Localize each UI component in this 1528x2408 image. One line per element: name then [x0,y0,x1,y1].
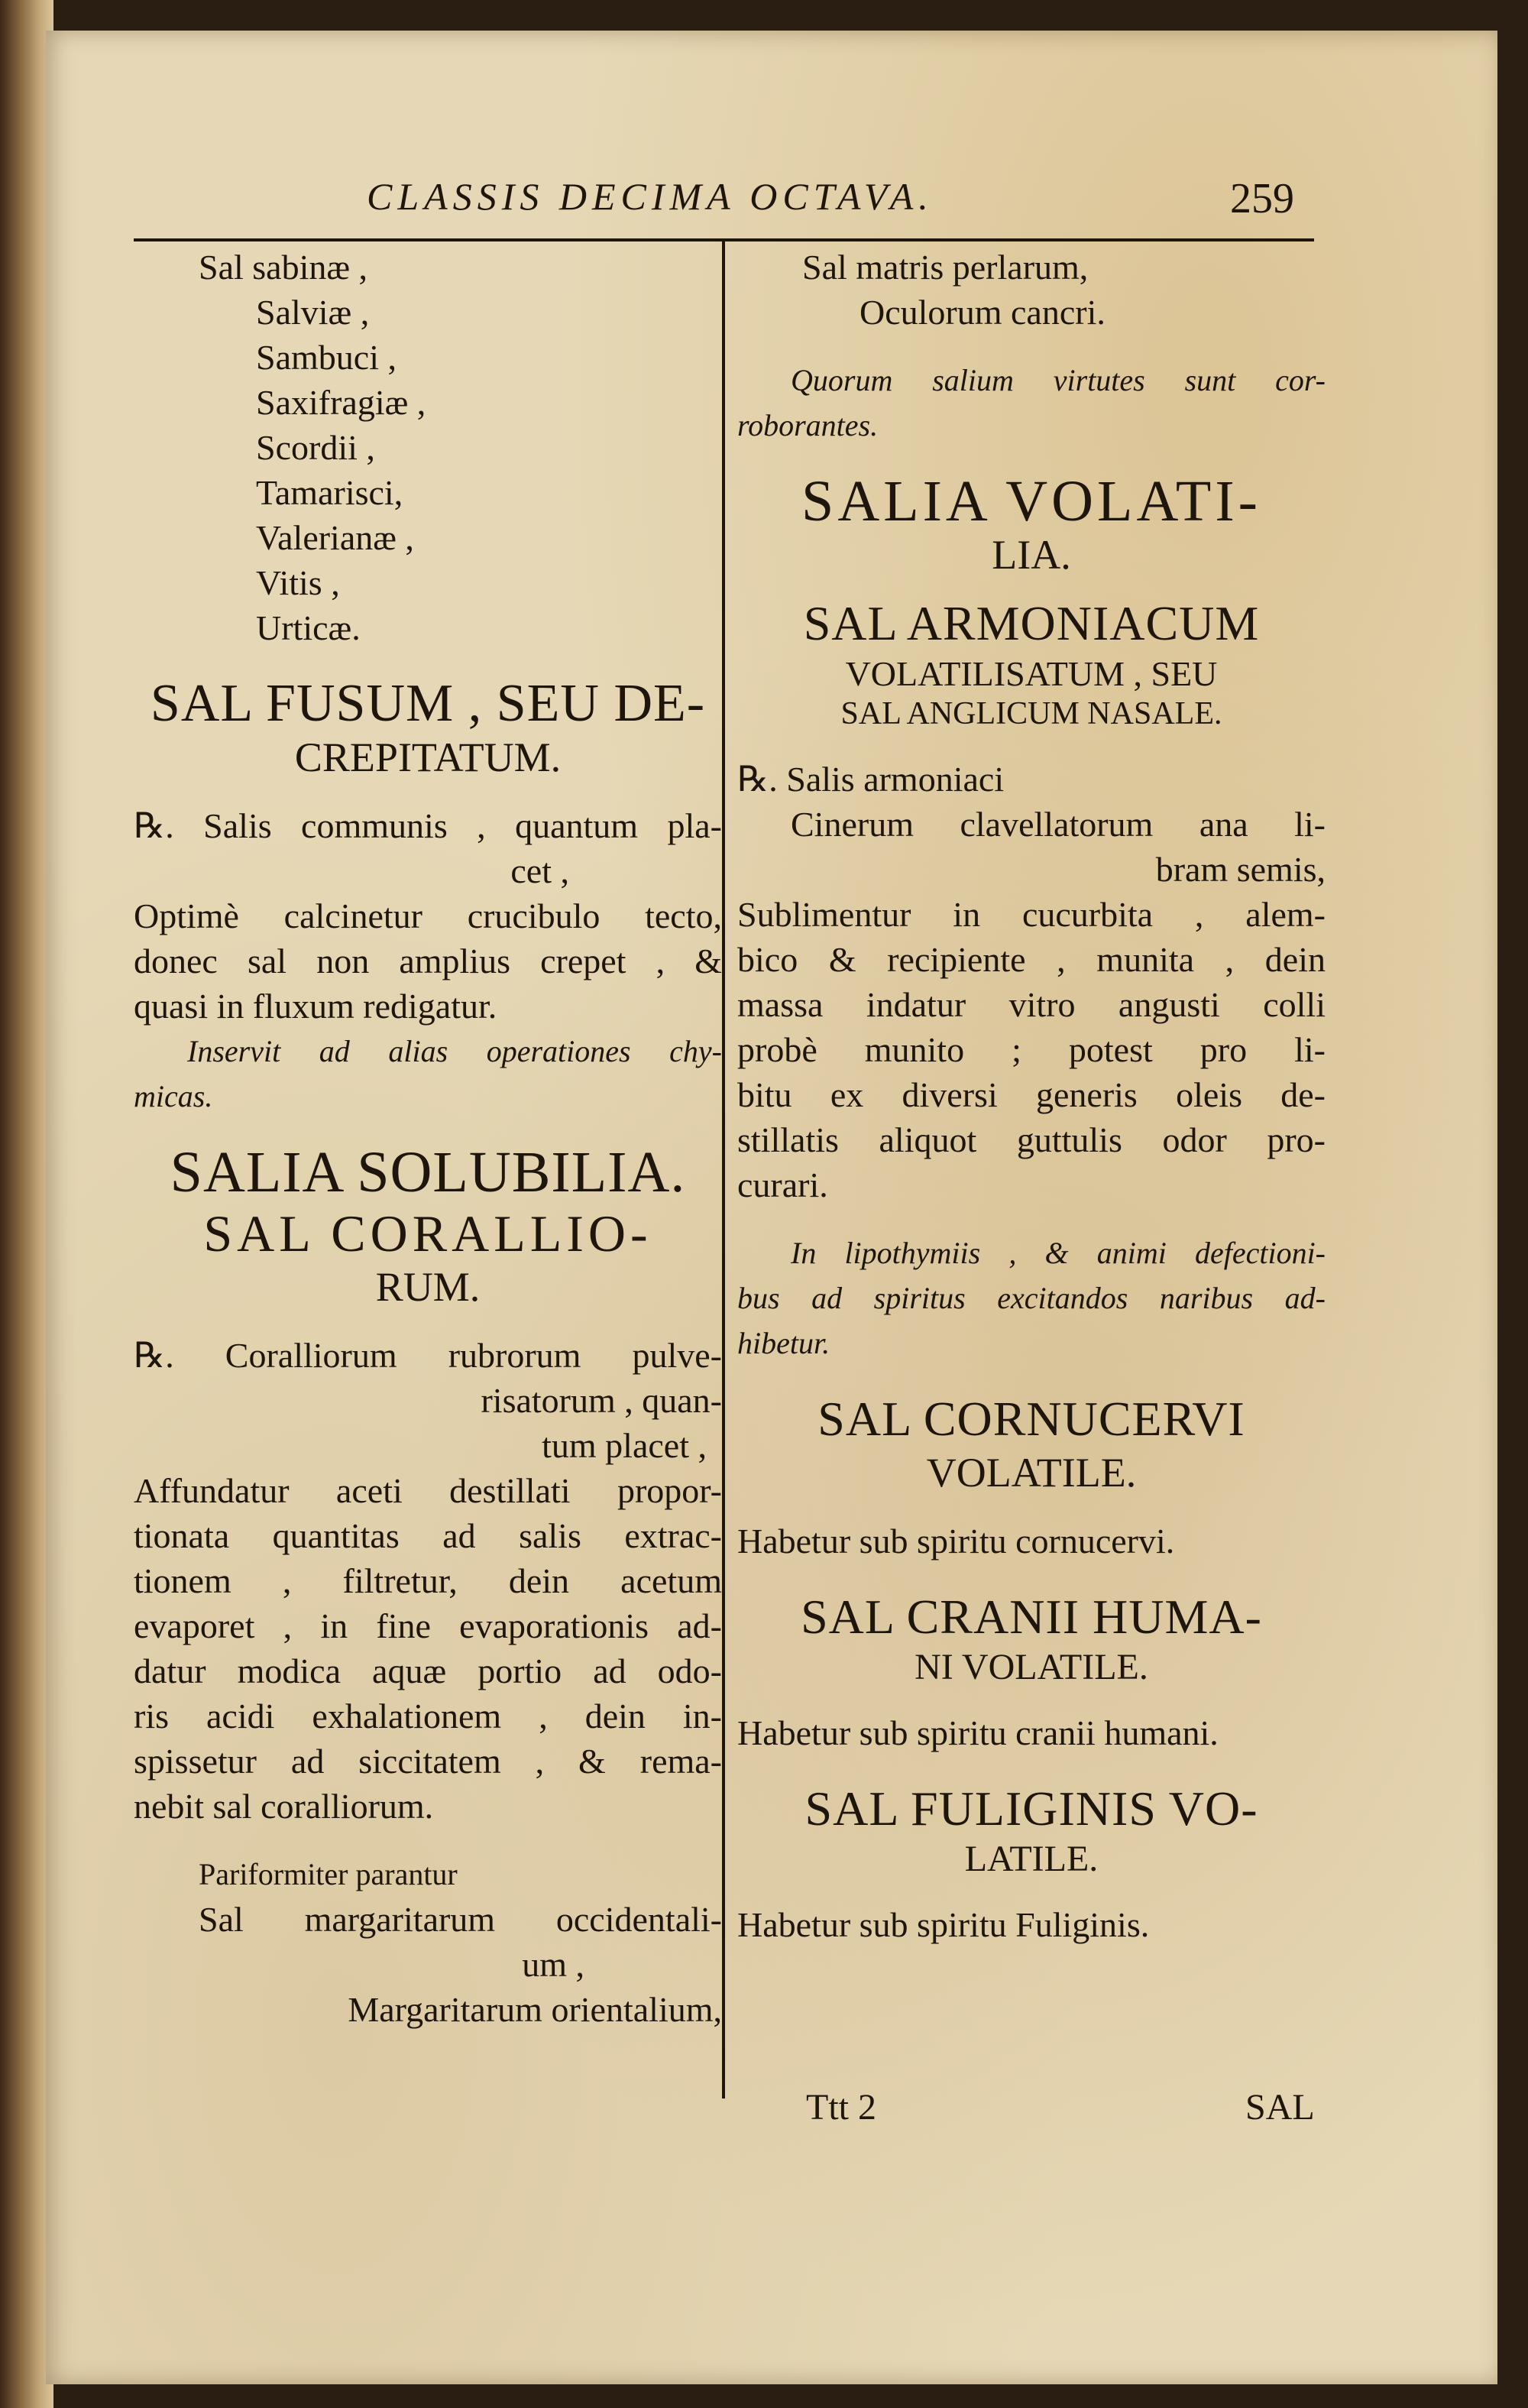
text-line: cet , [510,851,569,890]
text-line: stillatis aliquot guttulis odor pro- [737,1120,1326,1159]
text-line: curari. [737,1165,828,1204]
text-line: spissetur ad siccitatem , & rema- [134,1742,722,1781]
list-item: Urticæ. [256,608,361,647]
text-line: bico & recipiente , munita , dein [737,940,1326,979]
column-divider [722,241,725,2098]
text-line: Sublimentur in cucurbita , alem- [737,895,1326,934]
section-heading: SAL FUSUM , SEU DE- [150,674,706,733]
section-heading: LATILE. [964,1839,1099,1879]
text-line: Cinerum clavellatorum ana li- [791,805,1326,844]
text-line: tionata quantitas ad salis extrac- [134,1516,722,1555]
text-line: ℞. Coralliorum rubrorum pulve- [134,1336,722,1375]
list-item: Sal matris perlarum, [802,248,1089,287]
signature-mark: Ttt 2 [806,2087,876,2128]
section-heading: SALIA SOLUBILIA. [170,1140,686,1204]
running-head: CLASSIS DECIMA OCTAVA. [367,175,934,218]
text-line: evaporet , in fine evaporationis ad- [134,1606,722,1645]
text-line: bram semis, [1155,850,1326,889]
text-line: Affundatur aceti destillati propor- [134,1471,722,1510]
note-line: bus ad spiritus excitandos naribus ad- [737,1281,1326,1315]
note-line: In lipothymiis , & animi defectioni- [791,1236,1326,1270]
section-heading: SAL CORALLIO- [203,1204,652,1262]
text-line: tum placet , [542,1426,707,1465]
text-line: datur modica aquæ portio ad odo- [134,1651,722,1690]
list-item: Scordii , [256,428,375,467]
list-item: Salviæ , [256,293,370,332]
text-line: ℞. Salis communis , quantum pla- [134,806,722,845]
section-heading: RUM. [375,1264,481,1310]
list-item: Valerianæ , [256,518,414,557]
section-heading: CREPITATUM. [294,734,562,780]
note-line: hibetur. [737,1326,830,1360]
page-number: 259 [1230,175,1294,222]
note-line: Inservit ad alias operationes chy- [187,1034,722,1068]
text-line: nebit sal coralliorum. [134,1787,434,1826]
list-item: Vitis , [256,563,340,602]
section-heading: SAL CRANII HUMA- [801,1590,1262,1644]
text-line: um , [522,1945,584,1984]
right-column [737,245,1326,1947]
section-heading: SAL ARMONIACUM [803,596,1260,650]
text-line: Habetur sub spiritu cranii humani. [737,1713,1219,1752]
list-item: Tamarisci, [256,473,403,512]
note-line: Quorum salium virtutes sunt cor- [791,363,1326,397]
section-heading: SAL CORNUCERVI [817,1392,1245,1446]
text-line: Sal margaritarum occidentali- [199,1900,722,1939]
section-heading: SAL ANGLICUM NASALE. [840,696,1222,731]
text-line: ris acidi exhalationem , dein in- [134,1697,722,1736]
text-line: Pariformiter parantur [199,1857,458,1891]
list-item: Sambuci , [256,338,397,377]
text-line: ℞. Salis armoniaci [737,760,1005,799]
section-heading: SAL FULIGINIS VO- [804,1781,1258,1836]
section-heading: LIA. [992,532,1071,578]
list-item: Saxifragiæ , [256,383,426,422]
text-line: Habetur sub spiritu cornucervi. [737,1522,1175,1561]
text-line: quasi in fluxum redigatur. [134,987,497,1026]
text-line: tionem , filtretur, dein acetum [134,1561,722,1600]
text-line: Margaritarum orientalium, [348,1990,722,2029]
text-line: Optimè calcinetur crucibulo tecto, [134,896,722,935]
text-line: risatorum , quan- [481,1381,722,1420]
text-line: Habetur sub spiritu Fuliginis. [737,1905,1150,1944]
note-line: micas. [134,1079,213,1113]
note-line: roborantes. [737,408,879,442]
section-heading: NI VOLATILE. [915,1647,1148,1687]
section-heading: VOLATILE. [926,1450,1137,1496]
text-line: bitu ex diversi generis oleis de- [737,1075,1326,1114]
catchword: SAL [1245,2087,1315,2128]
text-line: probè munito ; potest pro li- [737,1030,1326,1069]
section-heading: VOLATILISATUM , SEU [845,654,1218,693]
section-heading: SALIA VOLATI- [801,469,1261,533]
list-item: Sal sabinæ , [199,248,368,287]
left-column [134,245,722,2032]
text-line: massa indatur vitro angusti colli [737,985,1326,1024]
text-line: donec sal non amplius crepet , & [134,941,722,980]
list-item: Oculorum cancri. [860,293,1106,332]
